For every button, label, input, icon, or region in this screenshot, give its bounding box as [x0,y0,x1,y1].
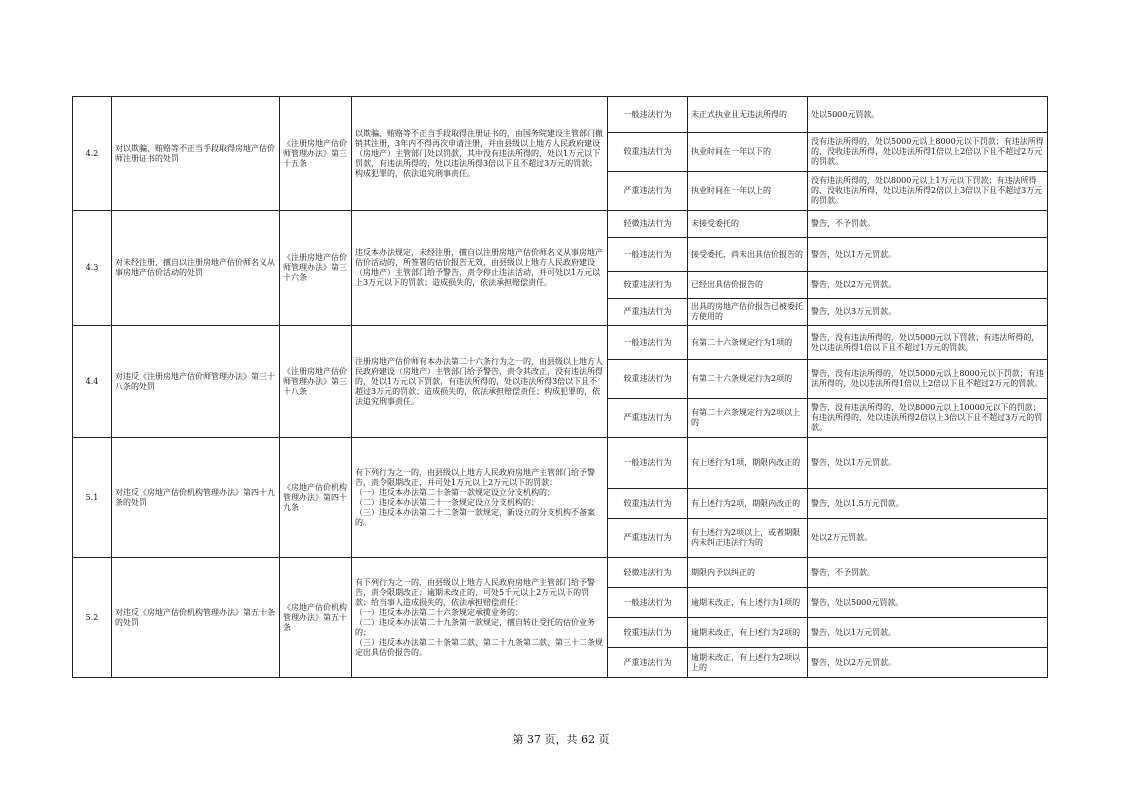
rule-text: 以欺骗、贿赂等不正当手段取得注册证书的，由国务院建设主管部门撤销其注册，3年内不得再次申请注册，并由县级以上地方人民政府建设（房地产）主管部门处以罚款，其中没有违法所得的，处以1万元以下罚款，有违法所得的，处以违法所得3倍以下且不超过3万元的罚款；构成犯罪的，依法追究刑事责任。 [352,97,608,211]
item-name: 对未经注册，擅自以注册房地产估价师名义从事房地产估价活动的处罚 [112,211,280,326]
violation-level: 一般违法行为 [608,588,688,618]
penalty-standard: 警告，处以5000元罚款。 [808,588,1048,618]
item-name: 对违反《房地产估价机构管理办法》第五十条的处罚 [112,558,280,678]
violation-condition: 未接受委托的 [688,211,808,238]
penalty-standard: 警告，处以1万元罚款。 [808,238,1048,272]
penalty-standard: 警告，处以2万元罚款。 [808,272,1048,299]
violation-condition: 期限内予以纠正的 [688,558,808,588]
violation-condition: 已经出具估价报告的 [688,272,808,299]
penalty-standard: 处以5000元罚款。 [808,97,1048,133]
violation-level: 较重违法行为 [608,133,688,172]
penalty-standard: 警告，处以1万元罚款。 [808,438,1048,489]
legal-basis: 《注册房地产估价师管理办法》第三十六条 [280,211,352,326]
violation-level: 一般违法行为 [608,238,688,272]
legal-basis: 《房地产估价机构管理办法》第五十条 [280,558,352,678]
item-number: 4.3 [73,211,112,326]
penalty-standard: 警告，没有违法所得的，处以5000元以下罚款；有违法所得的，处以违法所得1倍以下且不超过1万元的罚款。 [808,326,1048,360]
violation-condition: 接受委托，尚未出具估价报告的 [688,238,808,272]
penalty-standard: 没有违法所得的，处以5000元以上8000元以下罚款；有违法所得的，没收违法所得，处以违法所得1倍以上2倍以下且不超过2万元的罚款。 [808,133,1048,172]
penalty-standard: 警告，没有违法所得的，处以8000元以上10000元以下的罚款；有违法所得的，处以违法所得2倍以上3倍以下且不超过3万元的罚款。 [808,399,1048,438]
violation-level: 一般违法行为 [608,438,688,489]
violation-level: 严重违法行为 [608,648,688,678]
violation-level: 较重违法行为 [608,272,688,299]
item-name: 对违反《房地产估价机构管理办法》第四十九条的处罚 [112,438,280,558]
violation-condition: 执业时间在一年以下的 [688,133,808,172]
penalty-standard: 警告，处以1.5万元罚款。 [808,489,1048,519]
violation-condition: 有上述行为2项以上，或者期限内未纠正违法行为的 [688,519,808,558]
penalty-standard: 警告，处以2万元罚款。 [808,648,1048,678]
penalty-table [72,96,1048,678]
table-row [73,211,1048,238]
rule-text: 违反本办法规定，未经注册，擅自以注册房地产估价师名义从事房地产估价活动的，所签署的估价报告无效，由县级以上地方人民政府建设（房地产）主管部门给予警告，责令停止违法活动，并可处以1万元以上3万元以下的罚款；造成损失的，依法承担赔偿责任。 [352,211,608,326]
violation-level: 一般违法行为 [608,326,688,360]
legal-basis: 《注册房地产估价师管理办法》第三十五条 [280,97,352,211]
item-number: 5.1 [73,438,112,558]
item-number: 5.2 [73,558,112,678]
rule-text: 有下列行为之一的，由县级以上地方人民政府房地产主管部门给予警告，责令限期改正，并可处1万元以上2万元以下的罚款： （一）违反本办法第二十条第一款规定设立分支机构的； （二）违反本办法第二十一条规定设立分支机构的； （三）违反本办法第二十二条第一款规定，新设立的分支机构不备案的。 [352,438,608,558]
violation-condition: 有上述行为2项，期限内改正的 [688,489,808,519]
violation-level: 较重违法行为 [608,618,688,648]
violation-condition: 未正式执业且无违法所得的 [688,97,808,133]
item-number: 4.2 [73,97,112,211]
rule-text: 有下列行为之一的，由县级以上地方人民政府房地产主管部门给予警告，责令限期改正；逾期未改正的，可处5千元以上2万元以下的罚款；给当事人造成损失的，依法承担赔偿责任： （一）违反本办法第二十六条规定承揽业务的； （二）违反本办法第二十九条第一款规定，擅自转让受托的估价业务的； （三）违反本办法第二十条第二款、第二十九条第二款、第三十二条规定出具估价报告的。 [352,558,608,678]
violation-level: 严重违法行为 [608,399,688,438]
violation-condition: 有上述行为1项，期限内改正的 [688,438,808,489]
table-row [73,438,1048,489]
violation-level: 严重违法行为 [608,519,688,558]
violation-level: 较重违法行为 [608,489,688,519]
violation-level: 较重违法行为 [608,360,688,399]
table-row [73,97,1048,133]
penalty-standard: 警告，不予罚款。 [808,558,1048,588]
violation-condition: 有第二十六条规定行为2项以上的 [688,399,808,438]
page-footer: 第 37 页，共 62 页 [512,733,610,746]
item-name: 对违反《注册房地产估价师管理办法》第三十八条的处罚 [112,326,280,438]
penalty-standard: 没有违法所得的，处以8000元以上1万元以下罚款；有违法所得的，没收违法所得，处以违法所得2倍以上3倍以下且不超过3万元的罚款。 [808,172,1048,211]
table-row [73,326,1048,360]
penalty-standard: 警告，处以3万元罚款。 [808,299,1048,326]
violation-level: 严重违法行为 [608,172,688,211]
legal-basis: 《房地产估价机构管理办法》第四十九条 [280,438,352,558]
violation-condition: 逾期未改正，有上述行为1项的 [688,588,808,618]
table-row [73,558,1048,588]
violation-condition: 逾期未改正，有上述行为2项的 [688,618,808,648]
violation-condition: 逾期未改正，有上述行为2项以上的 [688,648,808,678]
item-name: 对以欺骗、贿赂等不正当手段取得房地产估价师注册证书的处罚 [112,97,280,211]
penalty-standard: 处以2万元罚款。 [808,519,1048,558]
violation-level: 一般违法行为 [608,97,688,133]
penalty-standard: 警告，处以1万元罚款。 [808,618,1048,648]
item-number: 4.4 [73,326,112,438]
violation-level: 轻微违法行为 [608,558,688,588]
rule-text: 注册房地产估价师有本办法第二十六条行为之一的，由县级以上地方人民政府建设（房地产）主管部门给予警告，责令其改正，没有违法所得的，处以1万元以下罚款，有违法所得的，处以违法所得3倍以下且不超过3万元的罚款；造成损失的，依法承担赔偿责任；构成犯罪的，依法追究刑事责任。 [352,326,608,438]
penalty-standard: 警告，不予罚款。 [808,211,1048,238]
violation-condition: 有第二十六条规定行为2项的 [688,360,808,399]
violation-condition: 有第二十六条规定行为1项的 [688,326,808,360]
violation-level: 轻微违法行为 [608,211,688,238]
legal-basis: 《注册房地产估价师管理办法》第三十八条 [280,326,352,438]
violation-condition: 出具的房地产估价报告已被委托方使用的 [688,299,808,326]
penalty-standard: 警告，没有违法所得的，处以5000元以上8000元以下罚款；有违法所得的，处以违法所得1倍以上2倍以下且不超过2万元的罚款。 [808,360,1048,399]
violation-condition: 执业时间在一年以上的 [688,172,808,211]
violation-level: 严重违法行为 [608,299,688,326]
